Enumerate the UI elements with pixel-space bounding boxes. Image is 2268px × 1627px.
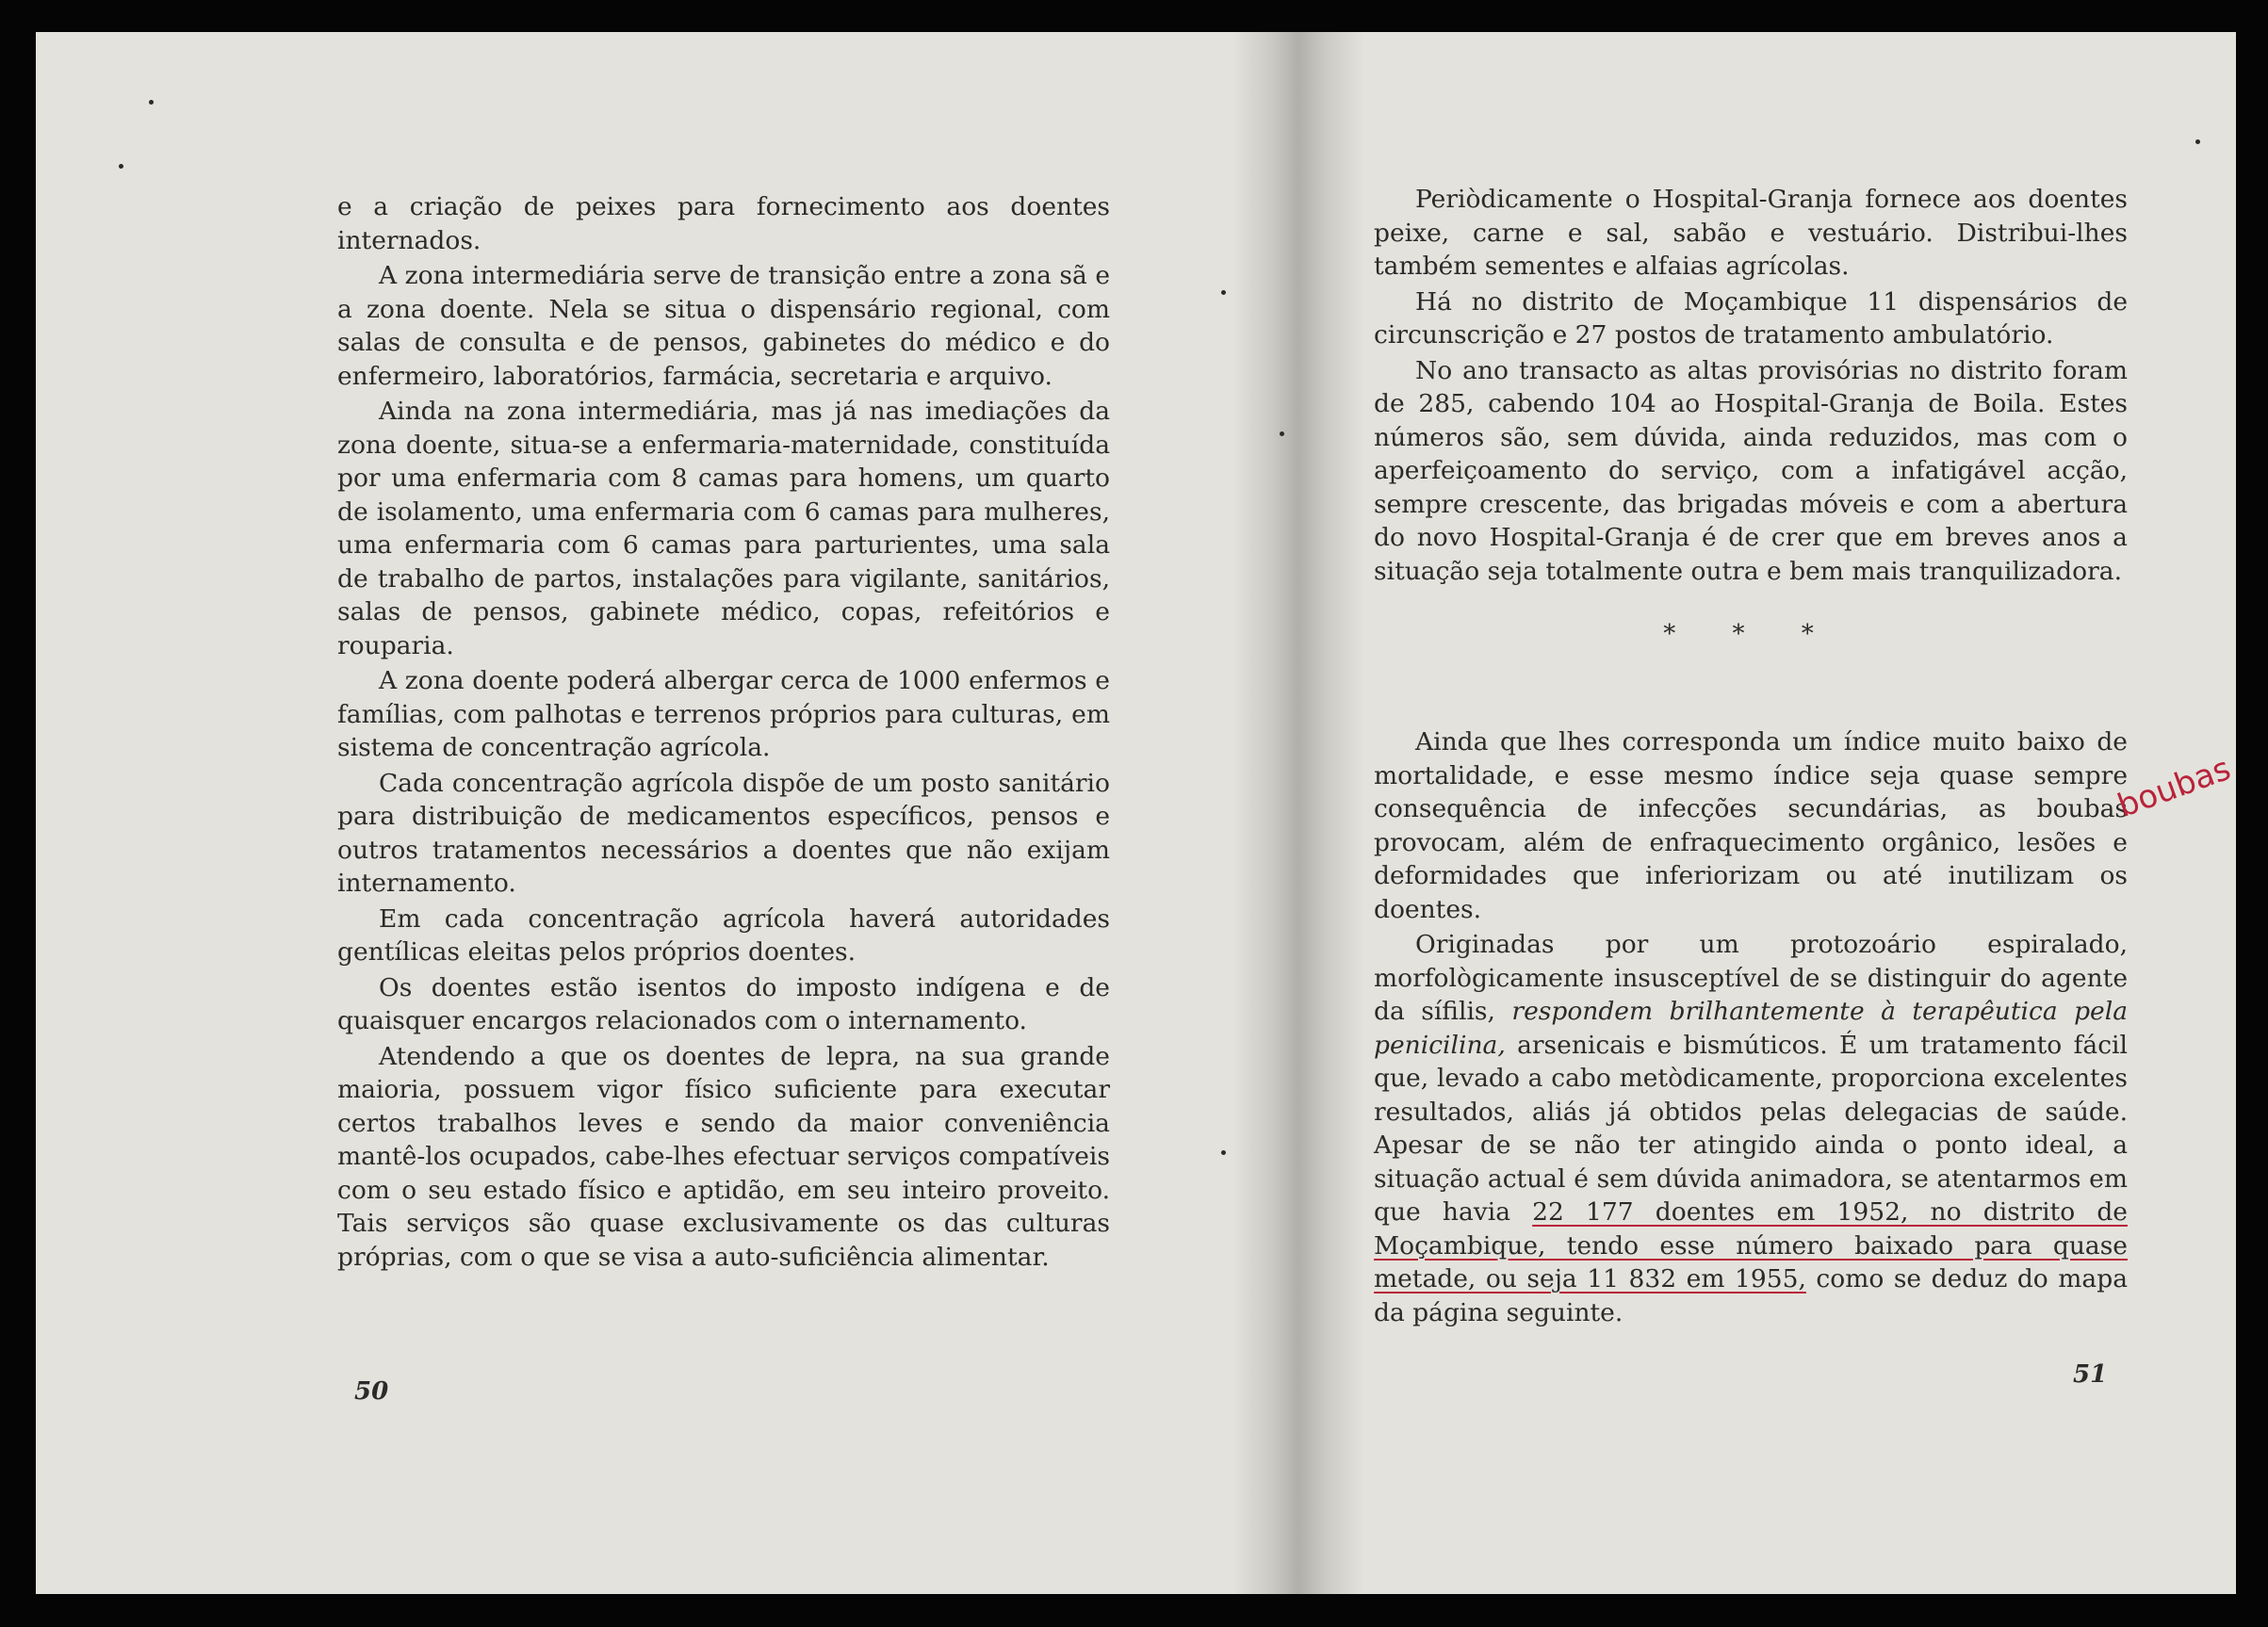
paragraph: Ainda na zona intermediária, mas já nas imediações da zona doente, situa-se a enfermaria-maternidade, constituída por uma enfermaria com 8 camas para homens, um quarto de isolamento, uma enfermaria com 6 camas para mulheres, uma enfermaria com 6 camas para parturientes, uma sala de trabalho de partos, instalações para vigilante, sanitários, salas de pensos, gabinete médico, copas, refeitórios e rouparia.	[337, 397, 1110, 660]
paragraph: e a criação de peixes para fornecimento aos doentes internados.	[337, 192, 1110, 255]
left-page	[337, 190, 1110, 1274]
paragraph: Há no distrito de Moçambique 11 dispensários de circunscrição e 27 postos de tratamento ambulatório.	[1374, 286, 2128, 350]
handwritten-margin-note: boubas	[2113, 749, 2236, 825]
scan-speck	[149, 100, 154, 105]
paragraph: Periòdicamente o Hospital-Granja fornece aos doentes peixe, carne e sal, sabão e vestuário. Distribui-lhes também sementes e alfaias agrícolas.	[1374, 185, 2128, 281]
paragraph: Cada concentração agrícola dispõe de um posto sanitário para distribuição de medicamentos específicos, pensos e outros tratamentos necessários a doentes que não exijam internamento.	[337, 768, 1110, 898]
italic-phrase: respondem brilhantemente à terapêutica pela penicilina,	[1374, 997, 2128, 1060]
scan-speck	[119, 164, 123, 169]
paragraph-text: como se deduz do mapa da página seguinte.	[1374, 1264, 2128, 1327]
paragraph: Em cada concentração agrícola haverá autoridades gentílicas eleitas pelos próprios doentes.	[337, 903, 1110, 967]
scan-speck	[1280, 431, 1284, 436]
book-gutter-shadow	[1232, 32, 1364, 1594]
paragraph: Atendendo a que os doentes de lepra, na sua grande maioria, possuem vigor físico suficiente para executar certos trabalhos leves e sendo da maior conveniência mantê-los ocupados, cabe-lhes efectuar serviços compatíveis com o seu estado físico e aptidão, em seu inteiro proveito. Tais serviços são quase exclusivamente os das culturas próprias, com o que se visa a auto-suficiência alimentar.	[337, 1041, 1110, 1272]
section-separator: * * *	[1663, 620, 1838, 648]
paragraph-boubas: Ainda que lhes corresponda um índice muito baixo de mortalidade, e esse mesmo índice seja quase sempre consequência de infecções secundárias, as boubas provocam, além de enfraquecimento orgânico, lesões e deformidades que inferiorizam ou até inutilizam os doentes.	[1374, 727, 2128, 924]
scan-speck	[1221, 290, 1226, 295]
page-number-left: 50	[354, 1377, 389, 1406]
paragraph-text: Originadas por um protozoário espiralado, morfològicamente insusceptível de se distinguir do agente da sífilis,	[1374, 930, 2128, 1026]
page-number-right: 51	[2073, 1360, 2108, 1389]
paragraph-last	[1374, 928, 2128, 1329]
paragraph-text: arsenicais e bismúticos. É um tratamento fácil que, levado a cabo metòdicamente, proporciona excelentes resultados, aliás já obtidos pelas delegacias de saúde. Apesar de se não ter atingido ainda o ponto ideal, a situação actual é sem dúvida animadora, se atentarmos em que havia	[1374, 1030, 2128, 1227]
paragraph: No ano transacto as altas provisórias no distrito foram de 285, cabendo 104 ao Hospital-Granja de Boila. Estes números são, sem dúvida, ainda reduzidos, mas com o aperfeiçoamento do serviço, com a infatigável acção, sempre crescente, das brigadas móveis e com a abertura do novo Hospital-Granja é de crer que em breves anos a situação seja totalmente outra e bem mais tranquilizadora.	[1374, 355, 2128, 586]
paragraph: Os doentes estão isentos do imposto indígena e de quaisquer encargos relacionados com o internamento.	[337, 972, 1110, 1035]
scan-speck	[2195, 139, 2200, 144]
paragraph: A zona intermediária serve de transição entre a zona sã e a zona doente. Nela se situa o dispensário regional, com salas de consulta e de pensos, gabinetes do médico e do enfermeiro, laboratórios, farmácia, secretaria e arquivo.	[337, 261, 1110, 391]
underlined-statistic: 22 177 doentes em 1952, no distrito de Moçambique, tendo esse número baixado para quase metade, ou seja 11 832 em 1955,	[1374, 1197, 2128, 1293]
right-page	[1374, 183, 2128, 1329]
paragraph: A zona doente poderá albergar cerca de 1000 enfermos e famílias, com palhotas e terrenos próprios para culturas, em sistema de concentração agrícola.	[337, 666, 1110, 762]
scan-speck	[1221, 1150, 1226, 1155]
book-spread	[36, 32, 2236, 1594]
